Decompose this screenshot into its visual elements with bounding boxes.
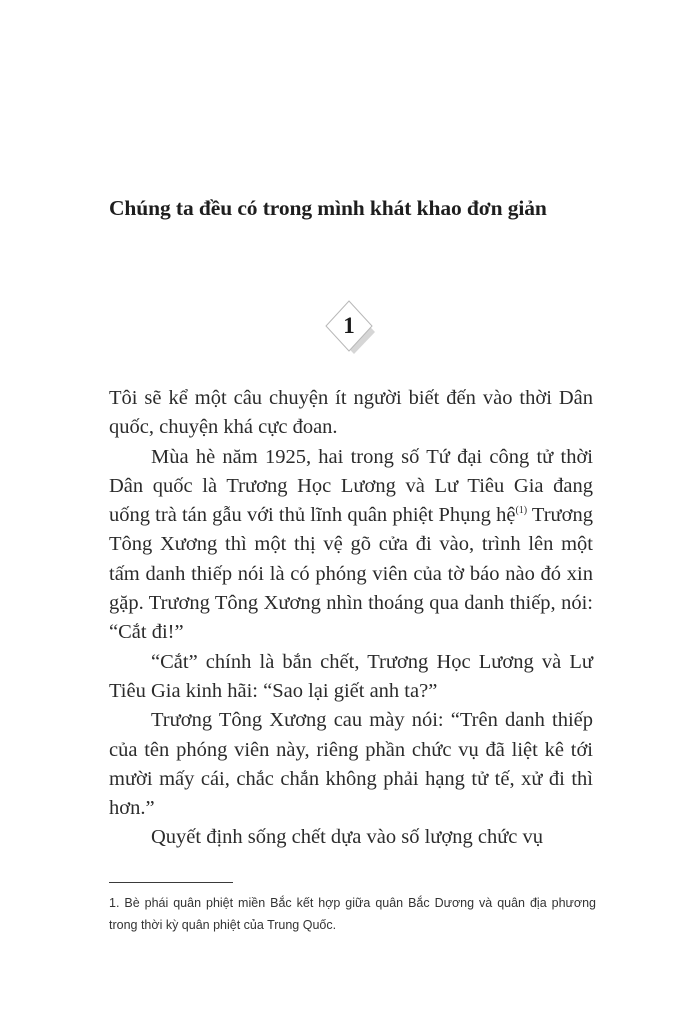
paragraph-1: Tôi sẽ kể một câu chuyện ít người biết đến vào thời Dân quốc, chuyện khá cực đoan.	[109, 387, 593, 439]
paragraph-4: Trương Tông Xương cau mày nói: “Trên danh thiếp của tên phóng viên này, riêng phần chức vụ đã liệt kê tới mười mấy cái, chắc chắn không phải hạng tử tế, xử đi thì hơn.”	[109, 709, 593, 820]
body-text	[109, 384, 593, 853]
footnote-divider	[109, 882, 233, 883]
paragraph-2-continuation: Trương Tông Xương thì một thị vệ gõ cửa đi vào, trình lên một tấm danh thiếp nói là có phóng viên của tờ báo nào đó xin gặp. Trương Tông Xương nhìn thoáng qua danh thiếp, nói: “Cắt đi!”	[109, 504, 593, 644]
section-marker	[318, 298, 380, 360]
paragraph-2-text: Mùa hè năm 1925, hai trong số Tứ đại công tử thời Dân quốc là Trương Học Lương và Lư Tiêu Gia đang uống trà tán gẫu với thủ lĩnh quân phiệt Phụng hệ	[109, 445, 593, 527]
footnote: 1. Bè phái quân phiệt miền Bắc kết hợp giữa quân Bắc Dương và quân địa phương trong thời kỳ quân phiệt của Trung Quốc.	[109, 896, 596, 932]
section-number: 1	[343, 313, 355, 338]
chapter-title: Chúng ta đều có trong mình khát khao đơn giản	[109, 196, 547, 220]
paragraph-5: Quyết định sống chết dựa vào số lượng chức vụ	[151, 826, 544, 849]
paragraph-2	[109, 443, 593, 648]
footnote-reference: (1)	[515, 505, 528, 517]
paragraph-3: “Cắt” chính là bắn chết, Trương Học Lương và Lư Tiêu Gia kinh hãi: “Sao lại giết anh ta?”	[109, 650, 593, 702]
